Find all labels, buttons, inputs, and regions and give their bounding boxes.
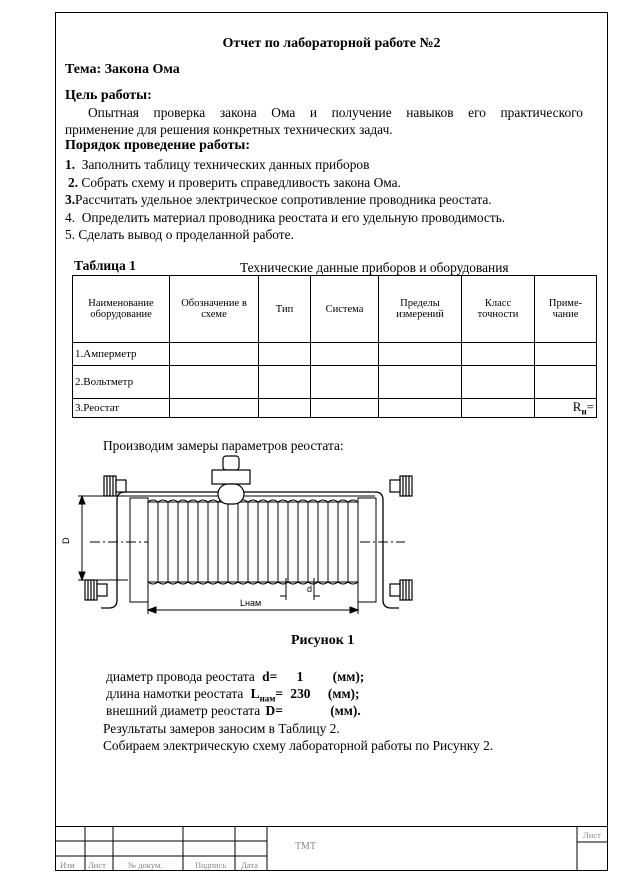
param-L: длина намотки реостата $L_{нам}= 230$ (мм); <box>106 686 360 704</box>
header-cell: Система <box>311 276 379 343</box>
step-text: Собрать схему и проверить справедливость закона Ома. <box>81 175 401 190</box>
procedure-heading: Порядок проведение работы: <box>65 138 251 153</box>
terminal-top-left <box>104 476 126 496</box>
measure-intro: Производим замеры параметров реостата: <box>103 438 344 453</box>
stamp-sign: Подпись <box>195 860 227 870</box>
header-cell: Пределы измерений <box>379 276 462 343</box>
table-row <box>73 366 597 399</box>
header-cell: Тип <box>259 276 311 343</box>
tech-data-table <box>72 275 597 418</box>
procedure-step <box>65 209 505 226</box>
stamp-list: Лист <box>88 860 106 870</box>
param-d: диаметр провода реостата d= 1 (мм); <box>106 669 365 684</box>
stamp-izm: Изм <box>60 860 75 870</box>
procedure-step <box>65 191 492 208</box>
step-number: 3. <box>65 192 76 207</box>
row-name: 2.Вольтметр <box>73 366 170 399</box>
procedure-step <box>68 174 401 191</box>
param-D: внешний диаметр реостата D= (мм). <box>106 703 361 718</box>
stamp-list-right: Лист <box>583 830 601 840</box>
step-text: Заполнить таблицу технических данных приборов <box>81 157 370 172</box>
header-cell: Обозначение в схеме <box>170 276 259 343</box>
table1-label: Таблица 1 <box>74 258 136 273</box>
rn-cell: $R_н=$ <box>535 399 597 418</box>
terminal-top-right <box>390 476 412 496</box>
step-text: Определить материал проводника реостата и его удельную проводимость. <box>81 210 506 225</box>
table1-caption: Технические данные приборов и оборудования <box>240 260 509 275</box>
stamp-date: Дата <box>241 860 258 870</box>
table-row <box>73 343 597 366</box>
table-row <box>73 399 597 418</box>
stamp-doc-no: № докум. <box>128 860 163 870</box>
terminal-bottom-left <box>85 580 107 600</box>
goal-heading: Цель работы: <box>65 88 152 103</box>
assemble-line: Собираем электрическую схему лабораторной работы по Рисунку 2. <box>103 738 494 753</box>
label-D: D <box>61 537 71 544</box>
topic-label: Тема: Закона Ома <box>65 62 180 77</box>
rheostat-drawing <box>60 452 430 622</box>
arrow-head <box>350 607 358 613</box>
terminal-bottom-right <box>390 580 412 600</box>
step-text: Сделать вывод о проделанной работе. <box>78 227 294 242</box>
slider <box>212 456 250 504</box>
right-end-plate <box>358 498 376 602</box>
goal-line-2: применение для решения конкретных технических задач. <box>65 122 393 137</box>
coil <box>148 500 358 584</box>
step-text: Рассчитать удельное электрическое сопротивление проводника реостата. <box>75 192 492 207</box>
row-name: 3.Реостат <box>73 399 170 418</box>
arrow-head <box>79 572 85 580</box>
stamp-block <box>55 826 608 871</box>
step-number: 4. <box>65 210 76 225</box>
arrow-head <box>79 496 85 504</box>
stamp-tmt: ТМТ <box>295 841 316 852</box>
step-number: 2. <box>68 175 79 190</box>
report-title: Отчет по лабораторной работе №2 <box>222 36 441 51</box>
row-name: 1.Амперметр <box>73 343 170 366</box>
header-cell: Наименование оборудование <box>73 276 170 343</box>
figure-caption: Рисунок 1 <box>291 633 355 648</box>
header-cell: Приме- чание <box>535 276 597 343</box>
label-L: Lнам <box>240 598 262 608</box>
results-line: Результаты замеров заносим в Таблицу 2. <box>103 721 340 736</box>
label-d: d <box>307 584 313 594</box>
procedure-step <box>65 156 369 173</box>
header-cell: Класс точности <box>462 276 535 343</box>
procedure-step <box>65 226 294 243</box>
arrow-head <box>148 607 156 613</box>
step-number: 1. <box>65 157 76 172</box>
goal-line-1: Опытная проверка закона Ома и получение навыков его практического <box>88 105 583 120</box>
step-number: 5. <box>65 227 76 242</box>
left-end-plate <box>130 498 148 602</box>
table-header-row <box>73 276 597 343</box>
